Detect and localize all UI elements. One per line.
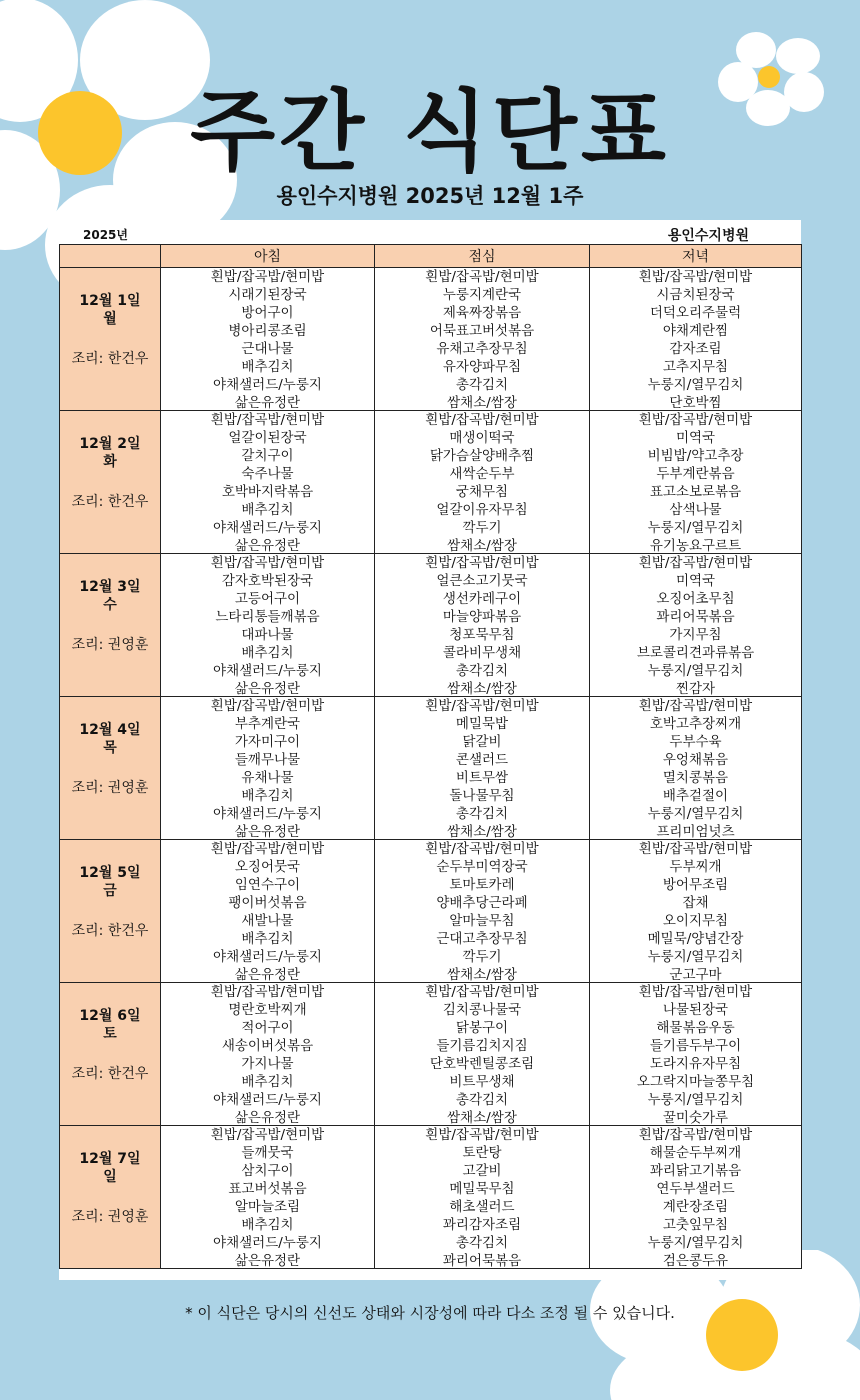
menu-item: 야채계란찜 xyxy=(662,323,729,339)
menu-item: 쌈채소/쌈장 xyxy=(447,681,517,696)
menu-item: 배추김치 xyxy=(241,931,294,947)
menu-item: 배추김치 xyxy=(241,645,294,661)
menu-item: 생선카레구이 xyxy=(442,591,522,607)
menu-item: 오징어뭇국 xyxy=(234,859,301,875)
menu-item: 적어구이 xyxy=(241,1020,294,1036)
menu-item: 쌈채소/쌈장 xyxy=(447,538,517,553)
dinner-cell xyxy=(590,1126,802,1269)
day-date: 12월 6일 xyxy=(79,1008,141,1024)
menu-item: 삶은유정란 xyxy=(234,681,301,696)
menu-item: 새발나물 xyxy=(241,913,294,929)
menu-item: 알마늘무침 xyxy=(449,913,515,929)
menu-item: 누룽지/열무김치 xyxy=(647,663,744,679)
menu-item: 삼색나물 xyxy=(669,502,722,518)
breakfast-cell xyxy=(161,268,375,411)
day-date: 12월 7일 xyxy=(79,1151,141,1167)
day-cell xyxy=(60,840,161,983)
menu-item: 찐감자 xyxy=(675,681,716,696)
menu-item: 미역국 xyxy=(675,573,716,589)
menu-item: 궁채무침 xyxy=(455,484,509,500)
menu-item: 쌈채소/쌈장 xyxy=(447,395,517,410)
menu-item: 고추지무침 xyxy=(662,359,729,375)
menu-item: 시금치된장국 xyxy=(656,287,735,303)
menu-item: 잡채 xyxy=(682,895,709,911)
menu-item: 호박바지락볶음 xyxy=(221,484,314,500)
footnote: * 이 식단은 당시의 신선도 상태와 시장성에 따라 다소 조정 될 수 있습니다. xyxy=(185,1304,675,1322)
menu-item: 미역국 xyxy=(675,430,716,446)
breakfast-cell xyxy=(161,840,375,983)
day-weekday: 목 xyxy=(103,740,117,756)
menu-item: 김치콩나물국 xyxy=(442,1002,522,1018)
day-weekday: 토 xyxy=(103,1026,117,1042)
menu-item: 유자양파무침 xyxy=(442,359,522,375)
menu-item: 새싹순두부 xyxy=(449,466,515,482)
menu-item: 청포묵무침 xyxy=(449,627,515,643)
menu-item: 프리미엄넛츠 xyxy=(656,824,735,839)
menu-item: 꽈리어묵볶음 xyxy=(656,609,735,625)
menu-item: 비빔밥/약고추장 xyxy=(647,448,744,464)
day-date: 12월 3일 xyxy=(79,579,141,595)
menu-item: 군고구마 xyxy=(669,967,722,982)
menu-item: 들기름두부구이 xyxy=(649,1038,742,1054)
menu-table xyxy=(59,244,802,1269)
menu-item: 누룽지/열무김치 xyxy=(647,377,744,393)
sheet-header xyxy=(59,220,801,244)
menu-item: 명란호박찌개 xyxy=(228,1002,307,1018)
menu-item: 고등어구이 xyxy=(234,591,301,607)
menu-item: 방어무조림 xyxy=(662,877,729,893)
day-cook: 조리: 권영훈 xyxy=(71,1209,149,1225)
menu-item: 흰밥/잡곡밥/현미밥 xyxy=(210,269,325,285)
lunch-cell xyxy=(375,268,590,411)
breakfast-cell xyxy=(161,697,375,840)
menu-item: 누룽지/열무김치 xyxy=(647,949,744,965)
page-title: 주간 식단표 xyxy=(190,80,670,183)
menu-item: 감자호박된장국 xyxy=(221,573,314,589)
menu-item: 어묵표고버섯볶음 xyxy=(429,323,535,339)
menu-item: 흰밥/잡곡밥/현미밥 xyxy=(638,555,753,571)
menu-body xyxy=(60,268,802,1269)
menu-item: 비트무쌈 xyxy=(455,770,509,786)
menu-item: 계란장조림 xyxy=(662,1199,729,1215)
menu-item: 메밀묵무침 xyxy=(449,1181,515,1197)
menu-item: 꿀미숫가루 xyxy=(662,1110,729,1125)
menu-item: 표고버섯볶음 xyxy=(228,1181,307,1197)
menu-item: 꽈리어묵볶음 xyxy=(442,1253,522,1268)
table-row xyxy=(60,268,802,411)
header-lunch: 점심 xyxy=(375,245,590,268)
menu-item: 들기름김치지짐 xyxy=(436,1038,528,1054)
menu-item: 흰밥/잡곡밥/현미밥 xyxy=(210,698,325,714)
lunch-cell xyxy=(375,983,590,1126)
menu-item: 총각김치 xyxy=(455,806,509,822)
menu-item: 더덕오리주물럭 xyxy=(649,305,742,321)
day-weekday: 월 xyxy=(103,311,117,327)
menu-item: 총각김치 xyxy=(455,377,509,393)
menu-item: 임연수구이 xyxy=(234,877,301,893)
menu-item: 총각김치 xyxy=(455,1092,509,1108)
menu-item: 시래기된장국 xyxy=(228,287,307,303)
menu-item: 총각김치 xyxy=(455,1235,509,1251)
menu-item: 해초샐러드 xyxy=(449,1199,515,1215)
menu-item: 순두부미역장국 xyxy=(436,859,528,875)
menu-item: 숙주나물 xyxy=(241,466,294,482)
day-cell xyxy=(60,983,161,1126)
menu-item: 가지나물 xyxy=(241,1056,294,1072)
menu-item: 팽이버섯볶음 xyxy=(228,895,307,911)
menu-item: 두부찌개 xyxy=(669,859,722,875)
menu-item: 메밀묵/양념간장 xyxy=(647,931,744,947)
menu-item: 삶은유정란 xyxy=(234,538,301,553)
lunch-cell xyxy=(375,411,590,554)
menu-item: 꽈리닭고기볶음 xyxy=(649,1163,742,1179)
menu-item: 쌈채소/쌈장 xyxy=(447,824,517,839)
menu-item: 유채나물 xyxy=(241,770,294,786)
menu-item: 총각김치 xyxy=(455,663,509,679)
table-row xyxy=(60,411,802,554)
menu-item: 꽈리감자조림 xyxy=(442,1217,522,1233)
menu-item: 콜라비무생채 xyxy=(442,645,522,661)
page-subtitle: 용인수지병원 2025년 12월 1주 xyxy=(276,184,584,208)
menu-item: 배추김치 xyxy=(241,359,294,375)
lunch-cell xyxy=(375,697,590,840)
dinner-cell xyxy=(590,840,802,983)
menu-item: 연두부샐러드 xyxy=(656,1181,735,1197)
menu-item: 흰밥/잡곡밥/현미밥 xyxy=(638,984,753,1000)
menu-item: 메밀묵밥 xyxy=(455,716,509,732)
day-cook: 조리: 한건우 xyxy=(71,351,149,367)
menu-item: 누룽지/열무김치 xyxy=(647,1092,744,1108)
menu-item: 부추계란국 xyxy=(234,716,301,732)
menu-item: 흰밥/잡곡밥/현미밥 xyxy=(638,1127,753,1143)
menu-item: 멸치콩볶음 xyxy=(662,770,729,786)
menu-item: 알마늘조림 xyxy=(234,1199,301,1215)
day-cook: 조리: 권영훈 xyxy=(71,637,149,653)
menu-item: 마늘양파볶음 xyxy=(442,609,522,625)
day-date: 12월 4일 xyxy=(79,722,141,738)
menu-item: 고갈비 xyxy=(462,1163,502,1179)
menu-item: 닭가슴살양배추찜 xyxy=(429,448,535,464)
day-cell xyxy=(60,268,161,411)
table-row xyxy=(60,697,802,840)
menu-item: 근대나물 xyxy=(241,341,294,357)
lunch-cell xyxy=(375,554,590,697)
day-cell xyxy=(60,1126,161,1269)
menu-item: 제육짜장볶음 xyxy=(442,305,522,321)
menu-item: 야채샐러드/누룽지 xyxy=(213,1235,322,1251)
menu-item: 비트무생채 xyxy=(449,1074,515,1090)
day-cell xyxy=(60,697,161,840)
menu-item: 흰밥/잡곡밥/현미밥 xyxy=(210,412,325,428)
menu-item: 브로콜리견과류볶음 xyxy=(636,645,755,661)
dinner-cell xyxy=(590,983,802,1126)
menu-item: 유채고추장무침 xyxy=(436,341,528,357)
menu-item: 삶은유정란 xyxy=(234,395,301,410)
menu-item: 흰밥/잡곡밥/현미밥 xyxy=(638,841,753,857)
menu-item: 콘샐러드 xyxy=(455,752,509,768)
menu-item: 배추겉절이 xyxy=(662,788,729,804)
menu-item: 흰밥/잡곡밥/현미밥 xyxy=(425,269,539,285)
menu-item: 가자미구이 xyxy=(234,734,301,750)
menu-item: 매생이떡국 xyxy=(449,430,515,446)
lunch-cell xyxy=(375,1126,590,1269)
day-weekday: 화 xyxy=(103,454,117,470)
menu-item: 단호박렌틸콩조림 xyxy=(429,1056,535,1072)
menu-item: 해물볶음우동 xyxy=(656,1020,735,1036)
menu-sheet xyxy=(59,220,801,1280)
year-label: 2025년 xyxy=(83,228,128,242)
table-row xyxy=(60,554,802,697)
menu-item: 표고소보로볶음 xyxy=(649,484,742,500)
lunch-cell xyxy=(375,840,590,983)
dinner-cell xyxy=(590,411,802,554)
menu-item: 새송이버섯볶음 xyxy=(221,1038,314,1054)
menu-item: 감자조림 xyxy=(669,341,722,357)
menu-item: 우엉채볶음 xyxy=(662,752,729,768)
menu-item: 배추김치 xyxy=(241,502,294,518)
menu-item: 누룽지/열무김치 xyxy=(647,1235,744,1251)
menu-item: 흰밥/잡곡밥/현미밥 xyxy=(425,841,539,857)
menu-item: 누룽지계란국 xyxy=(442,287,522,303)
day-date: 12월 5일 xyxy=(79,865,141,881)
header-breakfast: 아침 xyxy=(161,245,375,268)
menu-item: 오이지무침 xyxy=(662,913,729,929)
menu-item: 흰밥/잡곡밥/현미밥 xyxy=(425,984,539,1000)
menu-item: 양배추당근라페 xyxy=(436,895,528,911)
menu-item: 흰밥/잡곡밥/현미밥 xyxy=(638,269,753,285)
menu-item: 유기농요구르트 xyxy=(649,538,742,553)
day-weekday: 수 xyxy=(103,597,117,613)
table-row xyxy=(60,1126,802,1269)
menu-item: 흰밥/잡곡밥/현미밥 xyxy=(210,1127,325,1143)
menu-item: 느타리통들깨볶음 xyxy=(215,609,320,625)
menu-item: 들깨뭇국 xyxy=(241,1145,294,1161)
menu-item: 흰밥/잡곡밥/현미밥 xyxy=(638,412,753,428)
menu-item: 배추김치 xyxy=(241,788,294,804)
day-weekday: 금 xyxy=(103,883,117,899)
menu-item: 얼갈이유자무침 xyxy=(436,502,528,518)
menu-item: 갈치구이 xyxy=(241,448,294,464)
menu-item: 대파나물 xyxy=(241,627,294,643)
menu-item: 얼갈이된장국 xyxy=(228,430,307,446)
menu-item: 삶은유정란 xyxy=(234,1253,301,1268)
menu-item: 흰밥/잡곡밥/현미밥 xyxy=(210,841,325,857)
day-date: 12월 2일 xyxy=(79,436,141,452)
menu-item: 닭봉구이 xyxy=(455,1020,509,1036)
menu-item: 흰밥/잡곡밥/현미밥 xyxy=(210,555,325,571)
table-header-row xyxy=(60,245,802,268)
menu-item: 배추김치 xyxy=(241,1217,294,1233)
menu-item: 야채샐러드/누룽지 xyxy=(213,663,322,679)
table-row xyxy=(60,840,802,983)
breakfast-cell xyxy=(161,1126,375,1269)
menu-item: 고춧잎무침 xyxy=(662,1217,729,1233)
menu-item: 오징어초무침 xyxy=(656,591,735,607)
menu-item: 얼큰소고기뭇국 xyxy=(436,573,528,589)
dinner-cell xyxy=(590,554,802,697)
menu-item: 야채샐러드/누룽지 xyxy=(213,1092,322,1108)
hospital-label: 용인수지병원 xyxy=(667,228,749,244)
menu-item: 누룽지/열무김치 xyxy=(647,520,744,536)
menu-item: 흰밥/잡곡밥/현미밥 xyxy=(425,412,539,428)
menu-item: 방어구이 xyxy=(241,305,294,321)
menu-item: 깍두기 xyxy=(462,520,502,536)
header-dinner: 저녁 xyxy=(590,245,802,268)
menu-item: 단호박찜 xyxy=(669,395,722,410)
menu-item: 삼치구이 xyxy=(241,1163,294,1179)
day-weekday: 일 xyxy=(103,1169,117,1185)
header-corner xyxy=(60,245,161,268)
menu-item: 누룽지/열무김치 xyxy=(647,806,744,822)
menu-item: 해물순두부찌개 xyxy=(649,1145,742,1161)
menu-item: 근대고추장무침 xyxy=(436,931,528,947)
menu-item: 호박고추장찌개 xyxy=(649,716,742,732)
day-cook: 조리: 한건우 xyxy=(71,494,149,510)
menu-item: 흰밥/잡곡밥/현미밥 xyxy=(425,1127,539,1143)
menu-item: 토마토카레 xyxy=(449,877,515,893)
dinner-cell xyxy=(590,697,802,840)
menu-item: 병아리콩조림 xyxy=(228,323,307,339)
menu-item: 삶은유정란 xyxy=(234,824,301,839)
menu-item: 쌈채소/쌈장 xyxy=(447,1110,517,1125)
dinner-cell xyxy=(590,268,802,411)
menu-item: 도라지유자무침 xyxy=(649,1056,742,1072)
menu-item: 흰밥/잡곡밥/현미밥 xyxy=(425,555,539,571)
menu-item: 삶은유정란 xyxy=(234,967,301,982)
menu-item: 배추김치 xyxy=(241,1074,294,1090)
day-date: 12월 1일 xyxy=(79,293,141,309)
menu-item: 두부계란볶음 xyxy=(656,466,735,482)
menu-item: 돌나물무침 xyxy=(449,788,515,804)
menu-item: 오그락지마늘쫑무침 xyxy=(636,1074,755,1090)
menu-item: 깍두기 xyxy=(462,949,502,965)
menu-item: 야채샐러드/누룽지 xyxy=(213,377,322,393)
menu-item: 야채샐러드/누룽지 xyxy=(213,949,322,965)
day-cook: 조리: 한건우 xyxy=(71,1066,149,1082)
menu-item: 닭갈비 xyxy=(462,734,502,750)
day-cell xyxy=(60,411,161,554)
day-cook: 조리: 권영훈 xyxy=(71,780,149,796)
menu-item: 두부수육 xyxy=(669,734,722,750)
menu-item: 쌈채소/쌈장 xyxy=(447,967,517,982)
menu-item: 야채샐러드/누룽지 xyxy=(213,806,322,822)
menu-item: 야채샐러드/누룽지 xyxy=(213,520,322,536)
breakfast-cell xyxy=(161,411,375,554)
menu-item: 들깨무나물 xyxy=(234,752,301,768)
menu-item: 흰밥/잡곡밥/현미밥 xyxy=(638,698,753,714)
menu-item: 가지무침 xyxy=(669,627,722,643)
menu-item: 검은콩두유 xyxy=(662,1253,729,1268)
breakfast-cell xyxy=(161,554,375,697)
menu-item: 삶은유정란 xyxy=(234,1110,301,1125)
menu-item: 토란탕 xyxy=(462,1145,502,1161)
day-cook: 조리: 한건우 xyxy=(71,923,149,939)
menu-item: 나물된장국 xyxy=(662,1002,729,1018)
menu-item: 흰밥/잡곡밥/현미밥 xyxy=(425,698,539,714)
menu-item: 흰밥/잡곡밥/현미밥 xyxy=(210,984,325,1000)
table-row xyxy=(60,983,802,1126)
breakfast-cell xyxy=(161,983,375,1126)
day-cell xyxy=(60,554,161,697)
